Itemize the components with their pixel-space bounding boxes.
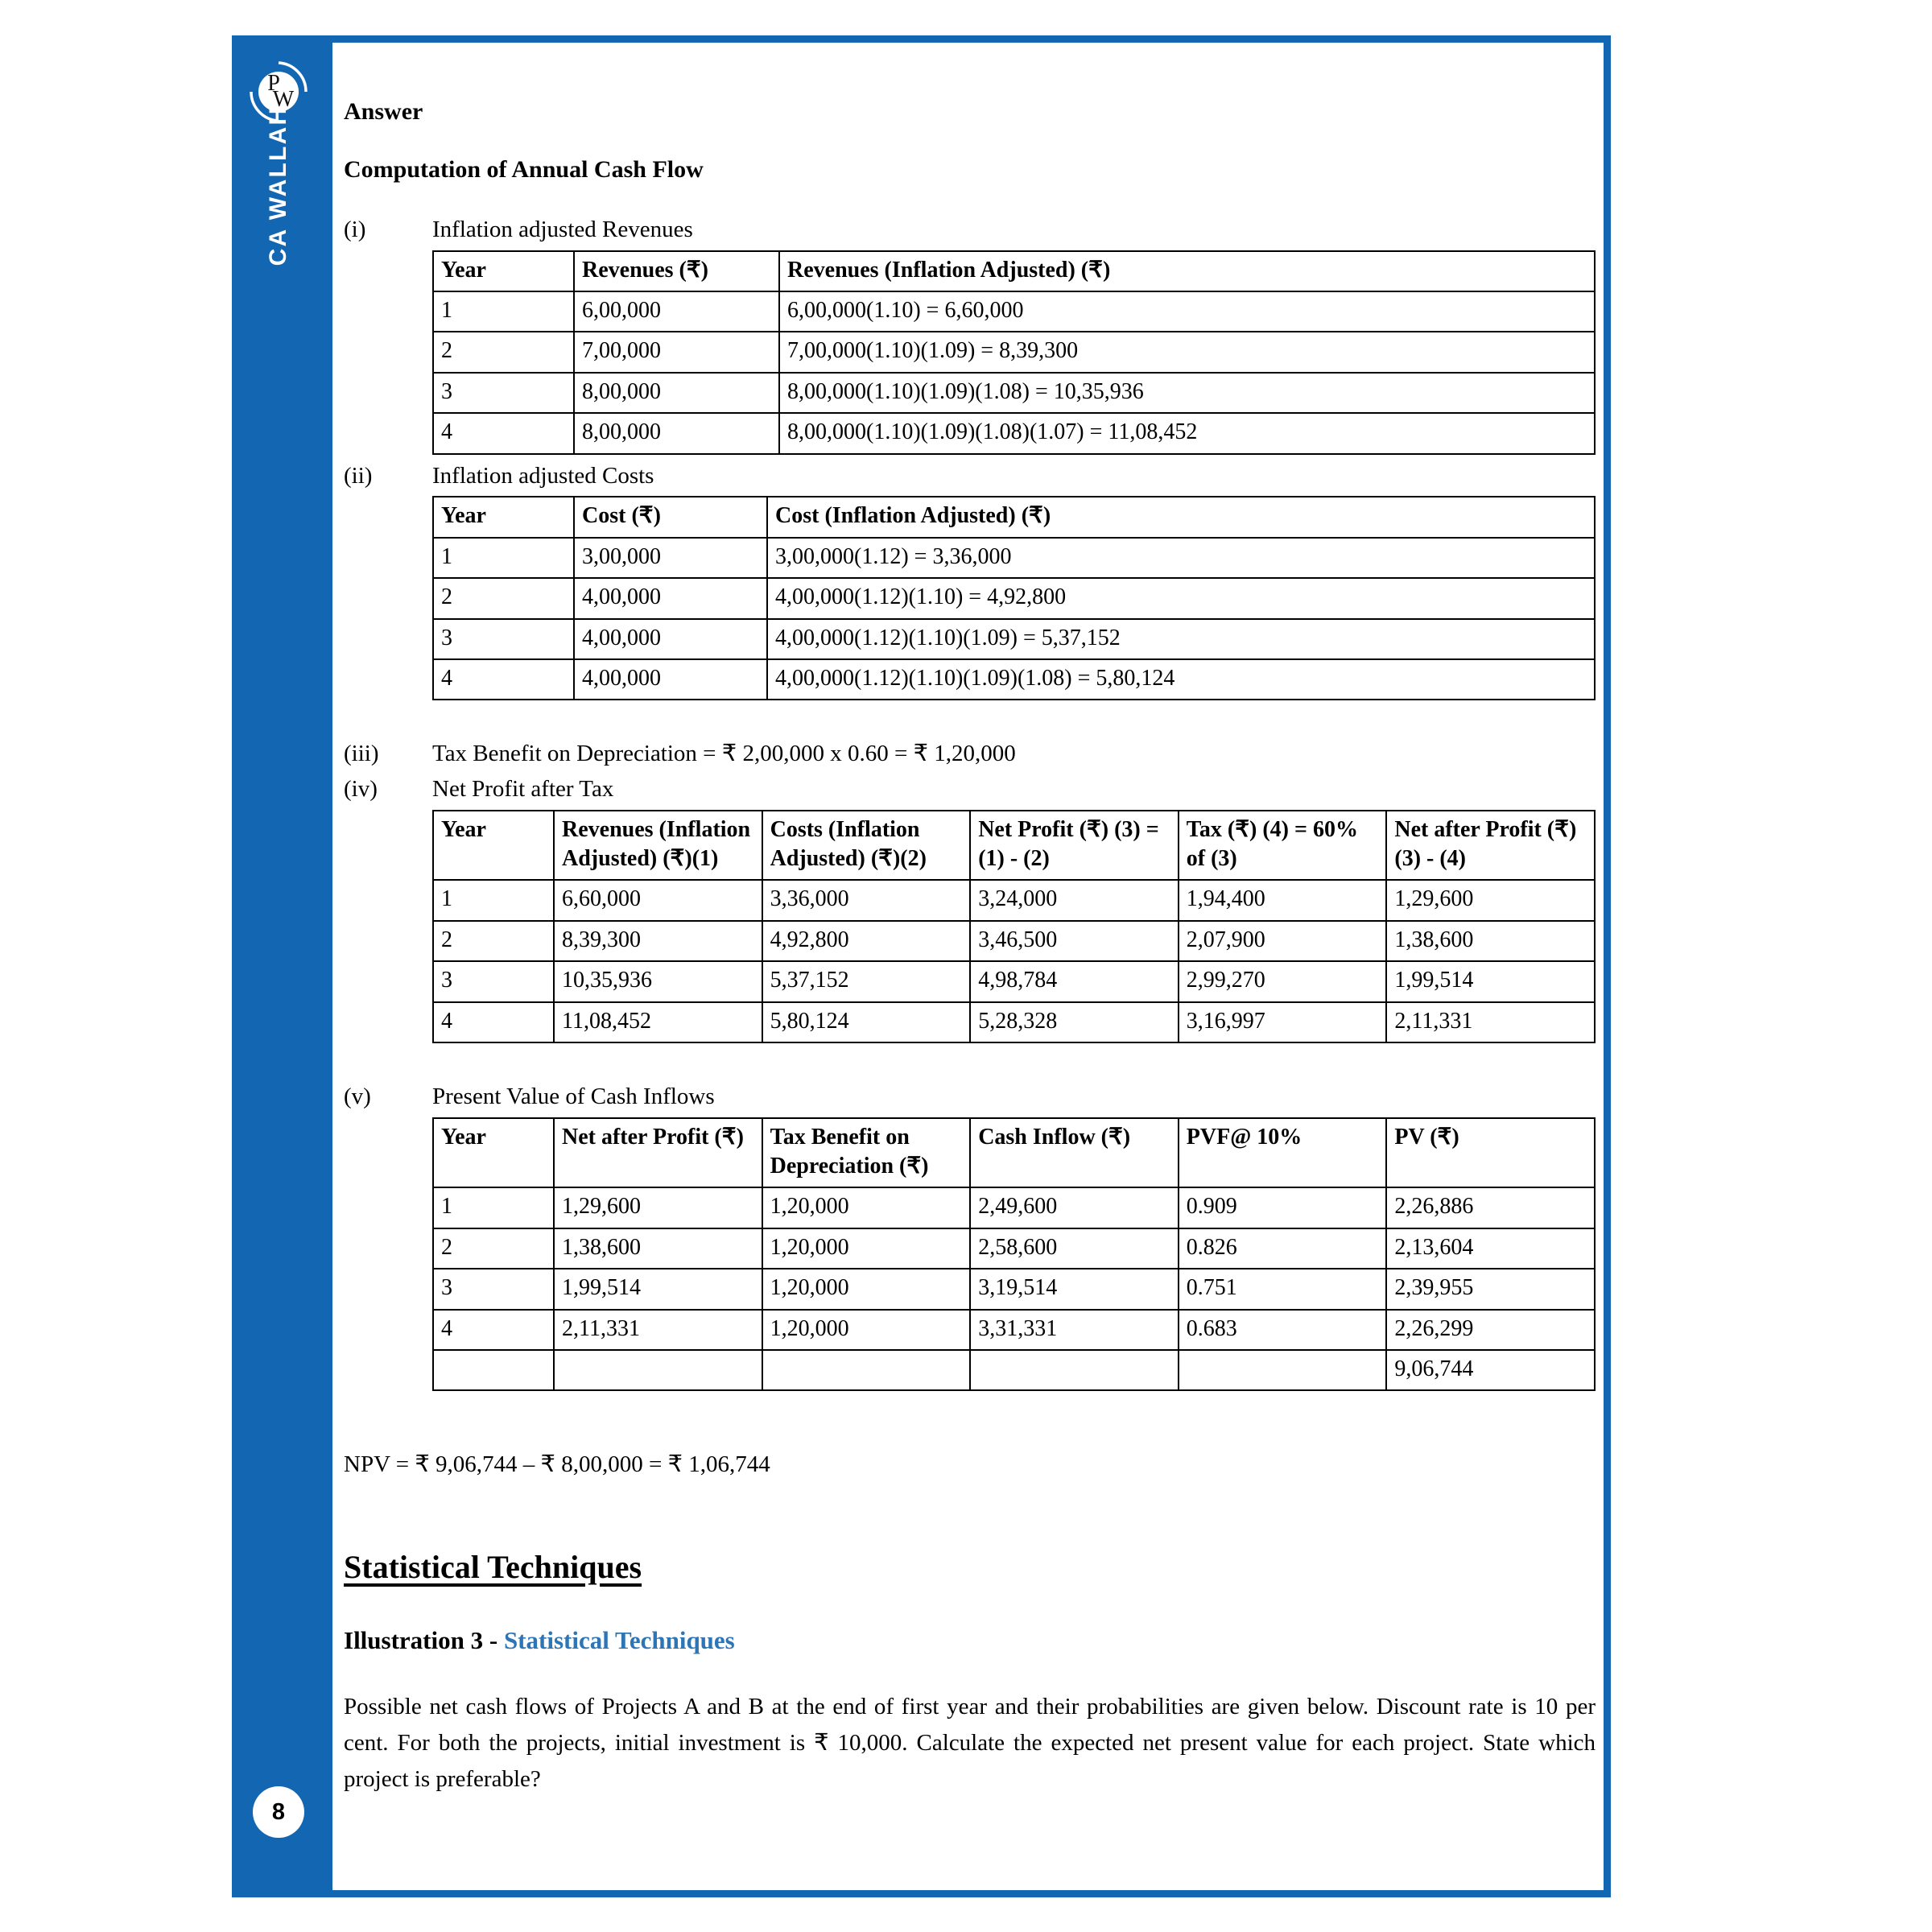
table-row <box>433 1310 1595 1350</box>
table-row <box>433 880 1595 920</box>
cell: 3 <box>433 373 574 413</box>
cell: 2,39,955 <box>1386 1269 1595 1309</box>
cell: 4,00,000(1.12)(1.10)(1.09) = 5,37,152 <box>767 619 1595 659</box>
cell: 5,80,124 <box>762 1002 971 1042</box>
table-row <box>433 291 1595 332</box>
list-item-ii-label: Inflation adjusted Costs <box>432 462 654 489</box>
cell: 2,58,600 <box>970 1228 1179 1269</box>
cell: 3,00,000 <box>574 538 767 578</box>
cell: 7,00,000 <box>574 332 779 372</box>
column-header: Net Profit (₹) (3) = (1) - (2) <box>970 811 1179 881</box>
list-item-i <box>344 215 1596 246</box>
list-item-v-number: (v) <box>344 1084 371 1109</box>
table-row <box>433 1228 1595 1269</box>
cell: 11,08,452 <box>554 1002 762 1042</box>
cell: 1,29,600 <box>1386 880 1595 920</box>
column-header: Year <box>433 497 574 537</box>
table-header-row <box>433 811 1595 881</box>
table-header-row <box>433 1118 1595 1188</box>
cell: 2 <box>433 921 554 961</box>
table-inflation-adjusted-revenues <box>432 250 1596 455</box>
list-item-v <box>344 1082 1596 1113</box>
table-net-profit-after-tax <box>432 810 1596 1043</box>
cell <box>1179 1350 1387 1390</box>
cell: 2,11,331 <box>554 1310 762 1350</box>
table-row <box>433 1269 1595 1309</box>
illustration-heading <box>344 1626 1596 1655</box>
svg-text:P: P <box>267 71 280 96</box>
list-item-iii <box>344 739 1596 770</box>
cell: 7,00,000(1.10)(1.09) = 8,39,300 <box>779 332 1595 372</box>
cell: 3 <box>433 619 574 659</box>
cell: 2,26,299 <box>1386 1310 1595 1350</box>
cell: 2,07,900 <box>1179 921 1387 961</box>
column-header: Cash Inflow (₹) <box>970 1118 1179 1188</box>
cell: 0.683 <box>1179 1310 1387 1350</box>
cell: 1,29,600 <box>554 1187 762 1228</box>
cell: 1,94,400 <box>1179 880 1387 920</box>
illustration-label: Illustration 3 - <box>344 1626 504 1655</box>
table-row <box>433 373 1595 413</box>
cell <box>970 1350 1179 1390</box>
cell: 4 <box>433 413 574 453</box>
cell: 1,99,514 <box>1386 961 1595 1001</box>
table-row <box>433 413 1595 453</box>
cell: 4,00,000 <box>574 619 767 659</box>
cell: 1 <box>433 291 574 332</box>
cell: 1,20,000 <box>762 1187 971 1228</box>
brand-sidebar <box>232 35 325 1897</box>
cell: 2,13,604 <box>1386 1228 1595 1269</box>
cell: 4 <box>433 659 574 700</box>
table-row <box>433 659 1595 700</box>
cell: 2 <box>433 578 574 618</box>
column-header: Revenues (₹) <box>574 251 779 291</box>
cell: 6,00,000(1.10) = 6,60,000 <box>779 291 1595 332</box>
table-present-value-of-cash-inflows <box>432 1117 1596 1392</box>
cell: 0.826 <box>1179 1228 1387 1269</box>
cell: 1,20,000 <box>762 1228 971 1269</box>
cell: 8,39,300 <box>554 921 762 961</box>
column-header: Cost (Inflation Adjusted) (₹) <box>767 497 1595 537</box>
cell: 2,49,600 <box>970 1187 1179 1228</box>
column-header: Year <box>433 1118 554 1188</box>
cell: 4,00,000(1.12)(1.10) = 4,92,800 <box>767 578 1595 618</box>
list-item-iv-number: (iv) <box>344 775 378 802</box>
cell: 4,00,000 <box>574 578 767 618</box>
cell: 4 <box>433 1310 554 1350</box>
illustration-body-text: Possible net cash flows of Projects A and B at the end of first year and their probabilities are given below. Discount rate is 10 per cent. For both the projects, initial investment is ₹ 10,000. Calculate the expected net present value for each project. State which project is preferable? <box>344 1694 1596 1793</box>
cell-total-pv: 9,06,744 <box>1386 1350 1595 1390</box>
column-header: Tax Benefit on Depreciation (₹) <box>762 1118 971 1188</box>
list-item-ii <box>344 461 1596 492</box>
cell: 2,99,270 <box>1179 961 1387 1001</box>
list-item-i-label: Inflation adjusted Revenues <box>432 217 693 242</box>
cell: 3 <box>433 1269 554 1309</box>
table-total-row <box>433 1350 1595 1390</box>
cell: 8,00,000 <box>574 413 779 453</box>
cell: 0.909 <box>1179 1187 1387 1228</box>
cell: 4,00,000 <box>574 659 767 700</box>
list-item-i-number: (i) <box>344 217 366 242</box>
column-header: Year <box>433 811 554 881</box>
table-row <box>433 332 1595 372</box>
cell: 10,35,936 <box>554 961 762 1001</box>
cell: 5,28,328 <box>970 1002 1179 1042</box>
cell: 3,36,000 <box>762 880 971 920</box>
cell: 1,20,000 <box>762 1310 971 1350</box>
cell: 6,60,000 <box>554 880 762 920</box>
cell: 2,26,886 <box>1386 1187 1595 1228</box>
npv-result-line: NPV = ₹ 9,06,744 – ₹ 8,00,000 = ₹ 1,06,744 <box>344 1451 770 1478</box>
table-row <box>433 1187 1595 1228</box>
cell: 3,46,500 <box>970 921 1179 961</box>
list-item-v-label: Present Value of Cash Inflows <box>432 1084 715 1109</box>
document-content <box>344 97 1596 1798</box>
svg-text:W: W <box>272 87 295 112</box>
cell: 6,00,000 <box>574 291 779 332</box>
cell: 3 <box>433 961 554 1001</box>
illustration-topic: Statistical Techniques <box>503 1626 735 1655</box>
cell: 1,38,600 <box>554 1228 762 1269</box>
column-header: Costs (Inflation Adjusted) (₹)(2) <box>762 811 971 881</box>
column-header: Cost (₹) <box>574 497 767 537</box>
cell: 8,00,000(1.10)(1.09)(1.08) = 10,35,936 <box>779 373 1595 413</box>
list-item-iii-label: Tax Benefit on Depreciation = ₹ 2,00,000 x 0.60 = ₹ 1,20,000 <box>432 741 1016 767</box>
cell: 1,99,514 <box>554 1269 762 1309</box>
column-header: Tax (₹) (4) = 60% of (3) <box>1179 811 1387 881</box>
cell: 3,31,331 <box>970 1310 1179 1350</box>
cell: 1 <box>433 1187 554 1228</box>
table-row <box>433 619 1595 659</box>
cell: 8,00,000 <box>574 373 779 413</box>
column-header: Revenues (Inflation Adjusted) (₹)(1) <box>554 811 762 881</box>
table-inflation-adjusted-costs <box>432 496 1596 700</box>
list-item-iii-number: (iii) <box>344 741 379 767</box>
cell: 2 <box>433 332 574 372</box>
cell: 5,37,152 <box>762 961 971 1001</box>
cell: 1 <box>433 538 574 578</box>
cell: 4,92,800 <box>762 921 971 961</box>
cell: 0.751 <box>1179 1269 1387 1309</box>
cell: 2 <box>433 1228 554 1269</box>
cell: 3,19,514 <box>970 1269 1179 1309</box>
cell: 1,38,600 <box>1386 921 1595 961</box>
column-header: PVF@ 10% <box>1179 1118 1387 1188</box>
cell: 3,24,000 <box>970 880 1179 920</box>
table-header-row <box>433 497 1595 537</box>
table-row <box>433 578 1595 618</box>
column-header: PV (₹) <box>1386 1118 1595 1188</box>
table-row <box>433 921 1595 961</box>
cell: 3,16,997 <box>1179 1002 1387 1042</box>
cell: 8,00,000(1.10)(1.09)(1.08)(1.07) = 11,08,452 <box>779 413 1595 453</box>
brand-vertical-label: CA WALLAH <box>265 105 291 266</box>
answer-heading: Answer <box>344 98 423 125</box>
table-row <box>433 961 1595 1001</box>
cell <box>433 1350 554 1390</box>
column-header: Net after Profit (₹) <box>554 1118 762 1188</box>
cell <box>554 1350 762 1390</box>
cell: 1 <box>433 880 554 920</box>
cell: 3,00,000(1.12) = 3,36,000 <box>767 538 1595 578</box>
column-header: Net after Profit (₹) (3) - (4) <box>1386 811 1595 881</box>
cell: 4,98,784 <box>970 961 1179 1001</box>
cell: 1,20,000 <box>762 1269 971 1309</box>
computation-heading: Computation of Annual Cash Flow <box>344 155 704 183</box>
cell: 2,11,331 <box>1386 1002 1595 1042</box>
table-row <box>433 538 1595 578</box>
cell: 4 <box>433 1002 554 1042</box>
cell: 4,00,000(1.12)(1.10)(1.09)(1.08) = 5,80,124 <box>767 659 1595 700</box>
section-heading-statistical-techniques: Statistical Techniques <box>344 1549 642 1586</box>
list-item-ii-number: (ii) <box>344 462 373 489</box>
list-item-iv <box>344 774 1596 805</box>
cell <box>762 1350 971 1390</box>
table-header-row <box>433 251 1595 291</box>
list-item-iv-label: Net Profit after Tax <box>432 775 614 802</box>
page-number-badge: 8 <box>253 1786 304 1838</box>
column-header: Revenues (Inflation Adjusted) (₹) <box>779 251 1595 291</box>
table-row <box>433 1002 1595 1042</box>
column-header: Year <box>433 251 574 291</box>
